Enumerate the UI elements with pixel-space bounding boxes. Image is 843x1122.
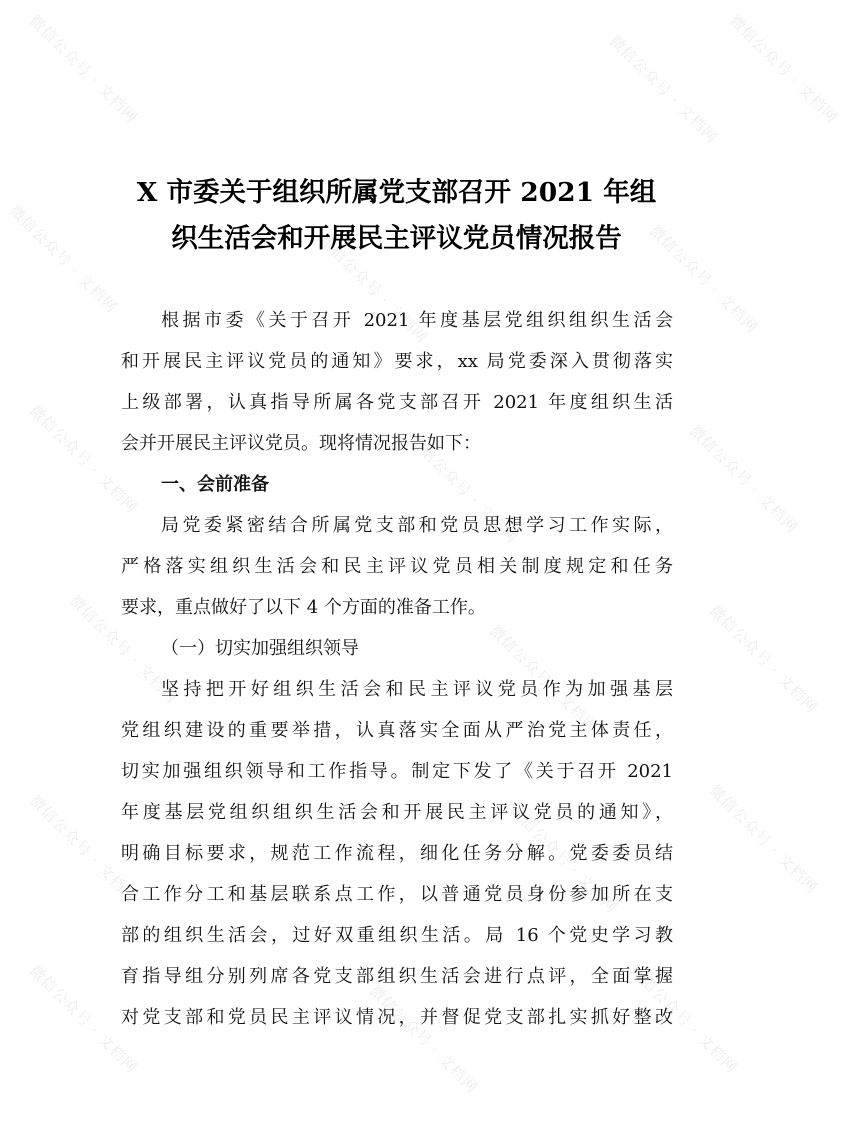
subsection-paragraph-line: 切实加强组织领导和工作指导。制定下发了《关于召开 2021 (121, 761, 673, 782)
watermark-text: 微信公众号 · 文档网 (315, 231, 432, 347)
watermark-text: 微信公众号 · 文档网 (705, 601, 822, 717)
subsection-paragraph-line: 对党支部和党员民主评议情况，并督促党支部扎实抓好整改 (121, 1007, 673, 1028)
watermark-text: 微信公众号 · 文档网 (25, 401, 142, 517)
subsection-heading: （一）切实加强组织领导 (161, 638, 359, 659)
watermark-text: 微信公众号 · 文档网 (725, 11, 842, 127)
section-paragraph-line: 要求，重点做好了以下 4 个方面的准备工作。 (121, 597, 486, 618)
watermark-text: 微信公众号 · 文档网 (705, 781, 822, 897)
section-paragraph-line: 局党委紧密结合所属党支部和党员思想学习工作实际， (161, 515, 673, 536)
subsection-paragraph-line: 明确目标要求，规范工作流程，细化任务分解。党委委员结 (121, 843, 673, 864)
watermark-text: 微信公众号 · 文档网 (365, 981, 482, 1097)
intro-line: 和开展民主评议党员的通知》要求，xx 局党委深入贯彻落实 (121, 351, 673, 372)
watermark-text: 微信公众号 · 文档网 (685, 421, 802, 537)
watermark-text: 微信公众号 · 文档网 (625, 961, 742, 1077)
document-title-line-2: 织生活会和开展民主评议党员情况报告 (171, 223, 622, 254)
intro-line: 会并开展民主评议党员。现将情况报告如下： (121, 433, 481, 454)
subsection-paragraph-line: 年度基层党组织组织生活会和开展民主评议党员的通知》， (121, 802, 673, 823)
intro-line: 上级部署，认真指导所属各党支部召开 2021 年度组织生活 (121, 392, 673, 413)
watermark-text: 微信公众号 · 文档网 (645, 221, 762, 337)
watermark-text: 微信公众号 · 文档网 (605, 31, 722, 147)
watermark-text: 微信公众号 · 文档网 (65, 591, 182, 707)
watermark-text: 微信公众号 · 文档网 (25, 791, 142, 907)
subsection-paragraph-line: 坚持把开好组织生活会和民主评议党员作为加强基层 (161, 679, 673, 700)
watermark-text: 微信公众号 · 文档网 (25, 961, 142, 1077)
subsection-paragraph-line: 合工作分工和基层联系点工作，以普通党员身份参加所在支 (121, 884, 673, 905)
watermark-text: 微信公众号 · 文档网 (405, 431, 522, 547)
subsection-paragraph-line: 党组织建设的重要举措，认真落实全面从严治党主体责任， (121, 720, 673, 741)
section-heading: 一、会前准备 (161, 474, 269, 495)
watermark-text: 微信公众号 · 文档网 (485, 621, 602, 737)
document-title-line-1: X 市委关于组织所属党支部召开 2021 年组 (136, 177, 657, 208)
document-body (121, 300, 673, 1028)
subsection-paragraph-line: 部的组织生活会，过好双重组织生活。局 16 个党史学习教 (121, 925, 673, 946)
section-paragraph-line: 严格落实组织生活会和民主评议党员相关制度规定和任务 (121, 556, 673, 577)
watermark-text: 微信公众号 · 文档网 (5, 201, 122, 317)
watermark-text: 微信公众号 · 文档网 (25, 11, 142, 127)
subsection-paragraph-line: 育指导组分别列席各党支部组织生活会进行点评，全面掌握 (121, 966, 673, 987)
watermark-text: 微信公众号 · 文档网 (505, 801, 622, 917)
intro-line: 根据市委《关于召开 2021 年度基层党组织组织生活会 (161, 310, 673, 331)
